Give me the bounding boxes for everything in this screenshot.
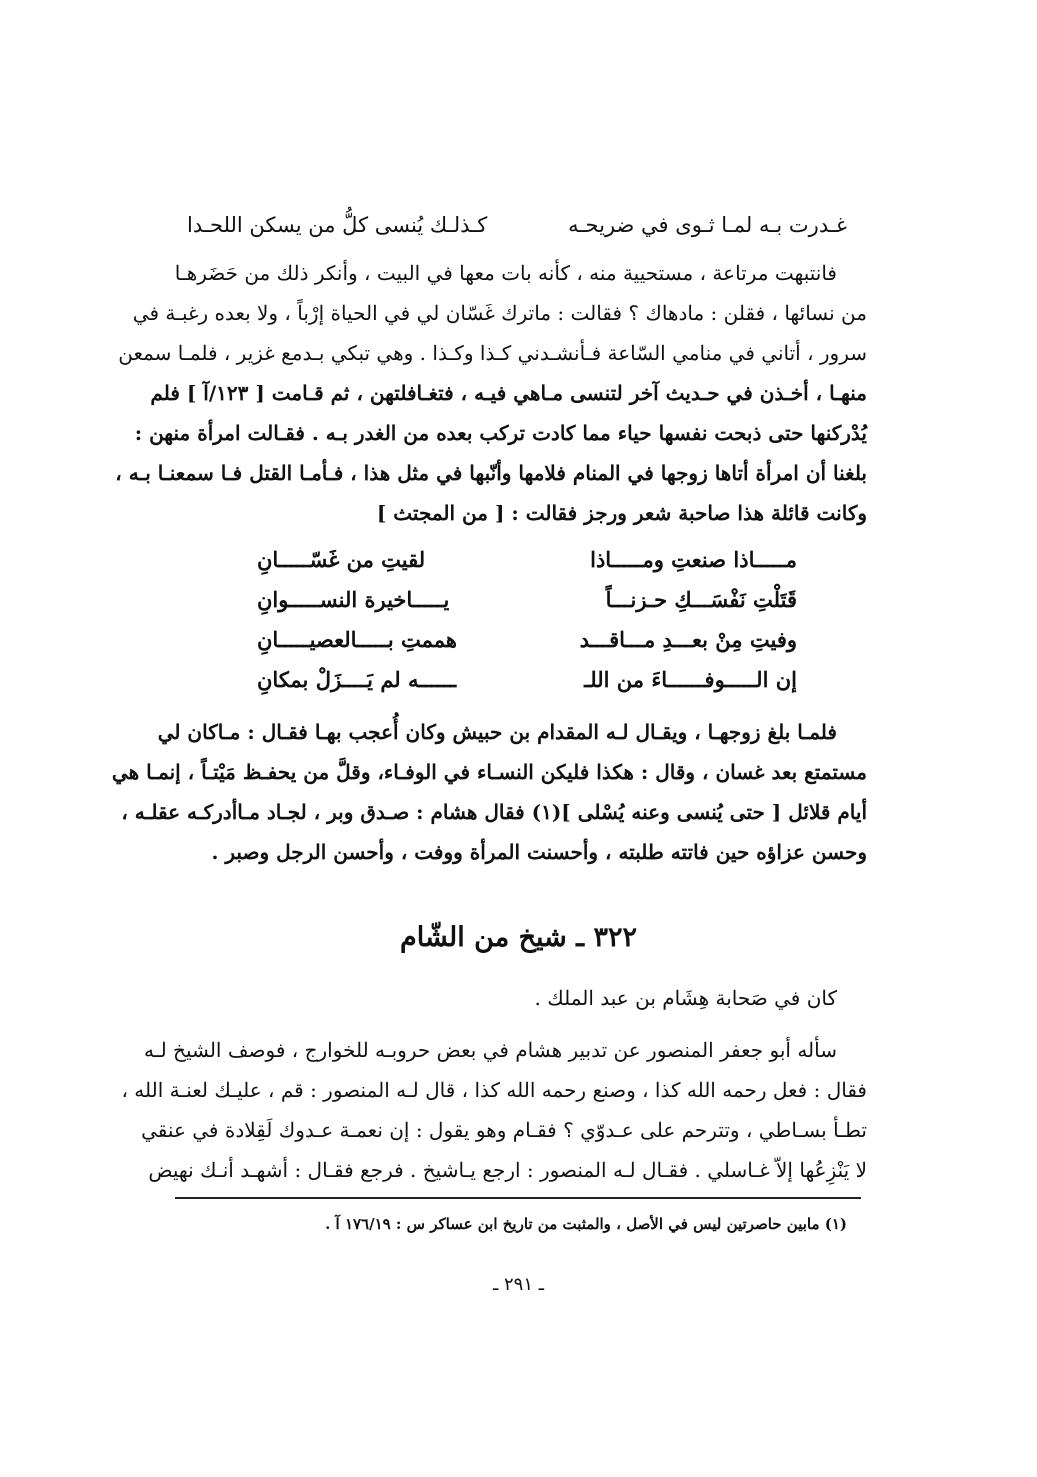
text-line: سأله أبو جعفر المنصور عن تدبير هشام في بعض حروبـه للخوارج ، فوصف الشيخ لـه xyxy=(144,1038,837,1062)
poem-verse xyxy=(257,580,797,620)
text-line: وحسن عزاؤه حين فاتته طلبته ، وأحسنت المرأة ووفت ، وأحسن الرجل وصبر . xyxy=(211,840,867,864)
text-line: بلغنا أن امرأة أتاها زوجها في المنام فلامها وأنّبها في مثل هذا ، فـأمـا القتل فـا سمعنـا بـه ، xyxy=(115,461,867,485)
poem-second-half: ــــــه لم يَــــزَلْ بمكانِ xyxy=(257,667,457,692)
text-line: يُدْركنها حتى ذبحت نفسها حياء مما كادت تركب بعده من الغدر بـه . فقـالت امرأة منهن : xyxy=(134,421,867,445)
text-line: وكانت قائلة هذا صاحبة شعر ورجز فقالت : [ من المجتث ] xyxy=(376,501,867,525)
text-line: منهـا ، أخـذن في حـديث آخر لتنسى مـاهي فيـه ، فتغـافلتهن ، ثم قـامت [ ١٢٣/آ ] فلم xyxy=(150,381,867,405)
paragraph-1 xyxy=(115,253,867,533)
poem xyxy=(257,540,797,700)
poem-second-half: يـــــاخيرة النســـــوانِ xyxy=(257,587,450,612)
verse-second-hemistich: كـذلـك يُنسى كلُّ من يسكن اللحـدا xyxy=(187,213,488,237)
poem-second-half: هممتِ بـــــالعصيـــــانِ xyxy=(257,627,457,652)
text-line: فانتبهت مرتاعة ، مستحيية منه ، كأنه بات معها في البيت ، وأنكر ذلك من حَضَرهـا xyxy=(174,261,837,285)
text-line: فلمـا بلغ زوجهـا ، ويقـال لـه المقدام بن حبيش وكان أُعجب بهـا فقـال : مـاكان لي xyxy=(157,720,837,744)
poem-first-half: إن الـــــوفــــــاءَ من اللـ xyxy=(584,667,797,692)
text-line: سرور ، أتاني في منامي السّاعة فـأنشـدني كـذا وكـذا . وهي تبكي بـدمع غزير ، فلمـا سمعن xyxy=(118,341,867,365)
page-number: ـ ٢٩١ ـ xyxy=(492,1274,544,1295)
text-line: كان في صَحابة هِشَام بن عبد الملك . xyxy=(534,986,837,1010)
text-line: لا يَنْزِعُها إلاّ غـاسلي . فقـال لـه المنصور : ارجع يـاشيخ . فرجع فقـال : أشهـد أنـك نهيض xyxy=(148,1158,867,1182)
text-line: فقال : فعل رحمه الله كذا ، وصنع رحمه الله كذا ، قال لـه المنصور : قم ، عليـك لعنـة الله ، xyxy=(121,1078,867,1102)
poem-first-half: وفيتِ مِنْ بعـــدِ مـــاقـــد xyxy=(579,627,797,652)
section-heading: ٣٢٢ ـ شيخ من الشّام xyxy=(400,922,637,953)
poem-first-half: مـــــاذا صنعتِ ومـــــاذا xyxy=(590,547,797,572)
footnote-divider xyxy=(175,1197,861,1199)
intro-line xyxy=(167,978,867,1018)
footnote: (١) مابين حاصرتين ليس في الأصل ، والمثبت من تاريخ ابن عساكر س : ١٧٦/١٩ آ . xyxy=(325,1215,847,1233)
poem-first-half: قَتَلْتِ نَفْسَـــكِ حـزنـــاً xyxy=(605,587,797,612)
poem-verse xyxy=(257,540,797,580)
paragraph-2 xyxy=(111,712,867,872)
paragraph-3 xyxy=(121,1030,867,1190)
text-line: تطـأ بسـاطي ، وتترحم على عـدوّي ؟ فقـام وهو يقول : إن نعمـة عـدوك لَقِلادة في عنقي xyxy=(141,1118,867,1142)
poem-second-half: لقيتِ من غَسّـــــانِ xyxy=(257,547,426,572)
opening-verse xyxy=(187,205,847,245)
poem-verse xyxy=(257,620,797,660)
poem-verse xyxy=(257,660,797,700)
text-line: أيام قلائل [ حتى يُنسى وعنه يُسْلى ](١) فقال هشام : صـدق وبر ، لجـاد مـاأدركـه عقلـه ، xyxy=(121,800,867,824)
text-line: مستمتع بعد غسان ، وقال : هكذا فليكن النسـاء في الوفـاء، وقلَّ من يحفـظ مَيْتـاً ، إنمـا هي xyxy=(111,760,867,784)
text-line: من نسائها ، فقلن : مادهاك ؟ فقالت : ماترك غَسّان لي في الحياة إرْباً ، ولا بعده رغبـة في xyxy=(132,301,867,325)
verse-first-hemistich: غـدرت بـه لمـا ثـوى في ضريحـه xyxy=(568,213,847,237)
